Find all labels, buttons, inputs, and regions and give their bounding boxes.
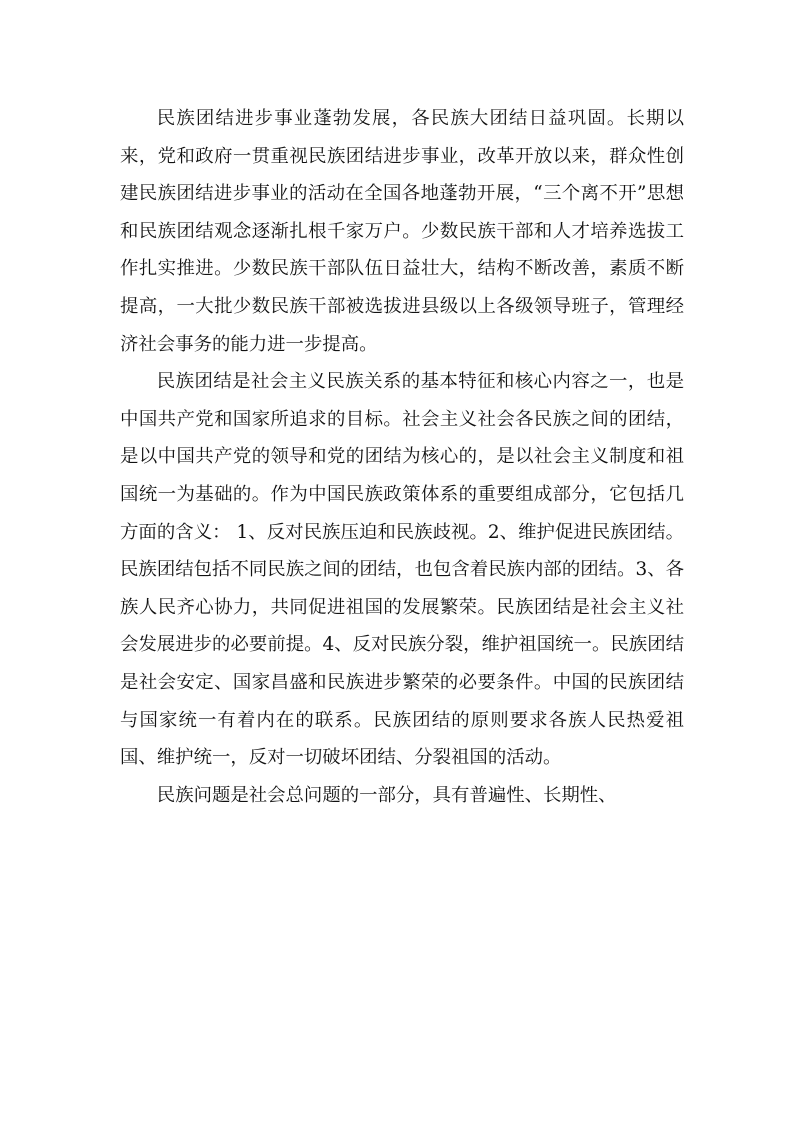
paragraph: 民族问题是社会总问题的一部分，具有普遍性、长期性、 (156, 784, 617, 806)
document-body (120, 100, 684, 814)
paragraph: 民族团结是社会主义民族关系的基本特征和核心内容之一，也是中国共产党和国家所追求的目标。社会主义社会各民族之间的团结，是以中国共产党的领导和党的团结为核心的，是以社会主义制度和祖国统一为基础的。作为中国民族政策体系的重要组成部分，它包括几方面的含义： 1、反对民族压迫和民族歧视。2、维护促进民族团结。民族团结包括不同民族之间的团结，也包含着民族内部的团结。3、各族人民齐心协力，共同促进祖国的发展繁荣。民族团结是社会主义社会发展进步的必要前提。4、反对民族分裂，维护祖国统一。民族团结是社会安定、国家昌盛和民族进步繁荣的必要条件。中国的民族团结与国家统一有着内在的联系。民族团结的原则要求各族人民热爱祖国、维护统一，反对一切破坏团结、分裂祖国的活动。 (120, 371, 684, 769)
paragraph: 民族团结进步事业蓬勃发展，各民族大团结日益巩固。长期以来，党和政府一贯重视民族团结进步事业，改革开放以来，群众性创建民族团结进步事业的活动在全国各地蓬勃开展，“三个离不开”思想和民族团结观念逐渐扎根千家万户。少数民族干部和人才培养选拔工作扎实推进。少数民族干部队伍日益壮大，结构不断改善，素质不断提高，一大批少数民族干部被选拔进县级以上各级领导班子，管理经济社会事务的能力进一步提高。 (120, 108, 684, 355)
